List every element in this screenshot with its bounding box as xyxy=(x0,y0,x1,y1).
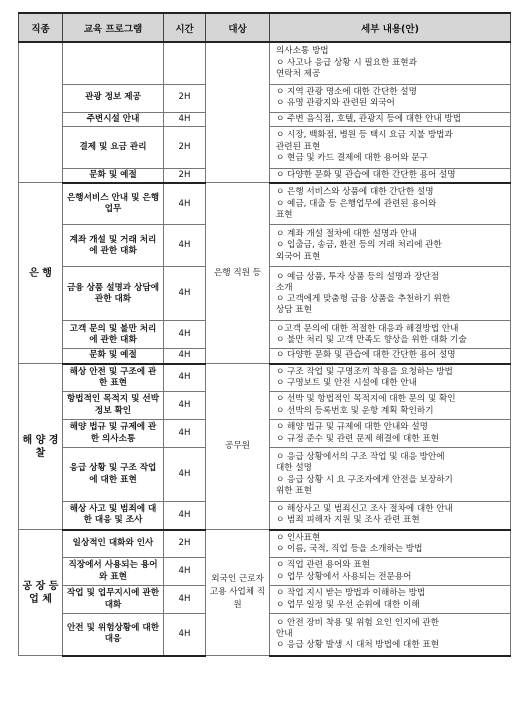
detail-line: ㅇ 해양 법규 및 규제에 대한 안내와 설명 xyxy=(276,422,428,433)
details-cell xyxy=(270,225,511,267)
details-cell xyxy=(270,420,511,448)
details-cell xyxy=(270,586,511,614)
program-cell: 해상 사고 및 범죄에 대한 대응 및 조사 xyxy=(63,502,164,530)
detail-line: ㅇ 선박 및 항법적인 목적지에 대한 문의 및 확인 xyxy=(276,394,456,405)
hours-cell: 4H xyxy=(164,364,206,392)
detail-line: ㅇ 현금 및 카드 결제에 대한 용어와 문구 xyxy=(276,152,428,163)
details-cell xyxy=(270,126,511,168)
hours-cell: 4H xyxy=(164,112,206,126)
details-cell xyxy=(270,168,511,183)
detail-line: 대한 설명 xyxy=(276,463,312,474)
hours-cell: 4H xyxy=(164,558,206,586)
program-cell: 문화 및 예절 xyxy=(63,349,164,364)
detail-line: ㅇ 불만 처리 및 고객 만족도 향상을 위한 대화 기술 xyxy=(276,334,467,345)
detail-line: ㅇ 업무 일정 및 우선 순위에 대한 이해 xyxy=(276,599,420,610)
detail-line: ㅇ 응급 상황 시 요 구조자에게 안전을 보장하기 xyxy=(276,474,453,485)
details-cell xyxy=(270,502,511,530)
hours-cell: 4H xyxy=(164,183,206,225)
detail-line: ㅇ 인사표현 xyxy=(276,532,321,543)
detail-line: 소개 xyxy=(276,282,293,293)
program-cell: 관광 정보 제공 xyxy=(63,84,164,112)
detail-line: 의사소통 방법 xyxy=(276,46,329,57)
hours-cell: 2H xyxy=(164,530,206,558)
detail-line: ㅇ 업무 상황에서 사용되는 전문용어 xyxy=(276,571,412,582)
detail-line: ㅇ 주변 음식점, 호텔, 관광지 등에 대한 안내 방법 xyxy=(276,113,462,124)
detail-line: ㅇ 안전 장비 착용 및 위험 요인 인지에 관한 xyxy=(276,617,439,628)
detail-line: 상담 표현 xyxy=(276,305,312,316)
hours-cell: 4H xyxy=(164,502,206,530)
details-cell xyxy=(270,321,511,349)
detail-line: ㅇ 고객에게 맞춤형 금융 상품을 추천하기 위한 xyxy=(276,293,451,304)
detail-line: ㅇ 구조 작업 및 구명조끼 착용을 요청하는 방법 xyxy=(276,366,453,377)
detail-line: 연락처 제공 xyxy=(276,68,321,79)
detail-line: ㅇ 예금, 대출 등 은행업무에 관련된 용어와 xyxy=(276,198,437,209)
hours-cell: 4H xyxy=(164,420,206,448)
header-details: 세부 내용(안) xyxy=(270,13,511,42)
program-cell: 은행서비스 안내 및 은행 업무 xyxy=(63,183,164,225)
detail-line: ㅇ 은행 서비스와 상품에 대한 간단한 설명 xyxy=(276,187,434,198)
header-target: 대상 xyxy=(206,13,270,42)
detail-line: ㅇ 계좌 개설 절차에 대한 설명과 안내 xyxy=(276,229,417,240)
job-category-cell xyxy=(19,42,63,183)
detail-line: ㅇ 이름, 국적, 직업 등을 소개하는 방법 xyxy=(276,543,423,554)
hours-cell: 4H xyxy=(164,321,206,349)
table-row xyxy=(19,183,511,225)
detail-line: ㅇ 입출금, 송금, 환전 등의 거래 처리에 관한 xyxy=(276,240,442,251)
program-cell: 고객 문의 및 불만 처리에 관한 대화 xyxy=(63,321,164,349)
table-row xyxy=(19,42,511,84)
header-program: 교육 프로그램 xyxy=(63,13,164,42)
target-audience-cell: 외국인 근로자 고용 사업체 직원 xyxy=(206,530,270,656)
program-cell xyxy=(63,42,164,84)
job-category-cell: 공 장 등 업 체 xyxy=(19,530,63,656)
program-cell: 계좌 개설 및 거래 처리에 관한 대화 xyxy=(63,225,164,267)
program-cell: 금융 상품 설명과 상담에 관한 대화 xyxy=(63,267,164,321)
detail-line: 표현 xyxy=(276,209,293,220)
hours-cell: 4H xyxy=(164,586,206,614)
detail-line: ㅇ 다양한 문화 및 관습에 대한 간단한 용어 설명 xyxy=(276,169,456,180)
header-job: 직종 xyxy=(19,13,63,42)
details-cell xyxy=(270,364,511,392)
program-cell: 작업 및 업무지시에 관한 대화 xyxy=(63,586,164,614)
program-cell: 해양 법규 및 규제에 관한 의사소통 xyxy=(63,420,164,448)
hours-cell: 4H xyxy=(164,392,206,420)
hours-cell: 2H xyxy=(164,168,206,183)
details-cell xyxy=(270,614,511,656)
program-cell: 해상 안전 및 구조에 관한 표현 xyxy=(63,364,164,392)
detail-line: ㅇ 해상사고 및 범죄신고 조사 절차에 대한 안내 xyxy=(276,504,453,515)
detail-line: 관련된 표현 xyxy=(276,141,321,152)
details-cell xyxy=(270,530,511,558)
hours-cell: 4H xyxy=(164,349,206,364)
detail-line: ㅇ 다양한 문화 및 관습에 대한 간단한 용어 설명 xyxy=(276,350,456,361)
header-hours: 시간 xyxy=(164,13,206,42)
detail-line: ㅇ 범죄 피해자 지원 및 조사 관련 표현 xyxy=(276,515,420,526)
detail-line: ㅇ 작업 지시 받는 방법과 이해하는 방법 xyxy=(276,588,426,599)
detail-line: ㅇ 선박의 등록번호 및 운항 계획 확인하기 xyxy=(276,405,434,416)
target-audience-cell xyxy=(206,42,270,183)
program-cell: 문화 및 예절 xyxy=(63,168,164,183)
hours-cell xyxy=(164,42,206,84)
detail-line: ㅇ 규정 준수 및 관련 문제 해결에 대한 표현 xyxy=(276,433,439,444)
program-cell: 응급 상황 및 구조 작업에 대한 표현 xyxy=(63,448,164,502)
table-row xyxy=(19,364,511,392)
program-cell: 항법적인 목적지 및 선박정보 확인 xyxy=(63,392,164,420)
detail-line: ㅇ 응급 상황 발생 시 대처 방법에 대한 표현 xyxy=(276,639,439,650)
program-cell: 직장에서 사용되는 용어와 표현 xyxy=(63,558,164,586)
details-cell xyxy=(270,84,511,112)
hours-cell: 4H xyxy=(164,614,206,656)
target-audience-cell: 공무원 xyxy=(206,364,270,530)
detail-line: ㅇ 직업 관련 용어와 표현 xyxy=(276,560,370,571)
job-category-cell: 은 행 xyxy=(19,183,63,364)
detail-line: ㅇ 지역 관광 명소에 대한 간단한 설명 xyxy=(276,86,417,97)
detail-line: 외국어 표현 xyxy=(276,251,321,262)
detail-line: ㅇ 유명 관광지와 관련된 외국어 xyxy=(276,98,395,108)
program-cell: 일상적인 대화와 인사 xyxy=(63,530,164,558)
details-cell xyxy=(270,392,511,420)
detail-line: ㅇ고객 문의에 대한 적절한 대응과 해결방법 안내 xyxy=(276,323,459,334)
job-category-cell: 해 양 경 찰 xyxy=(19,364,63,530)
details-cell xyxy=(270,558,511,586)
hours-cell: 4H xyxy=(164,225,206,267)
details-cell xyxy=(270,448,511,502)
table-row xyxy=(19,530,511,558)
details-cell xyxy=(270,183,511,225)
detail-line: ㅇ 사고나 응급 상황 시 필요한 표현과 xyxy=(276,57,417,68)
hours-cell: 2H xyxy=(164,84,206,112)
hours-cell: 4H xyxy=(164,448,206,502)
hours-cell: 4H xyxy=(164,267,206,321)
details-cell xyxy=(270,42,511,84)
details-cell xyxy=(270,112,511,126)
training-plan-table xyxy=(18,12,511,657)
detail-line: ㅇ 구명보트 및 안전 시설에 대한 안내 xyxy=(276,377,417,388)
detail-line: 위한 표현 xyxy=(276,485,312,496)
program-cell: 결제 및 요금 관리 xyxy=(63,126,164,168)
details-cell xyxy=(270,349,511,364)
header-row xyxy=(19,13,511,42)
details-cell xyxy=(270,267,511,321)
program-cell: 안전 및 위험상황에 대한 대응 xyxy=(63,614,164,656)
program-cell: 주변시설 안내 xyxy=(63,112,164,126)
hours-cell: 2H xyxy=(164,126,206,168)
detail-line: ㅇ 시장, 백화점, 병원 등 택시 요금 지불 방법과 xyxy=(276,130,453,141)
training-plan-table-wrapper xyxy=(18,12,510,657)
table-body xyxy=(19,42,511,656)
detail-line: ㅇ 응급 상황에서의 구조 작업 및 대응 방안에 xyxy=(276,452,445,463)
target-audience-cell: 은행 직원 등 xyxy=(206,183,270,364)
detail-line: ㅇ 예금 상품, 투자 상품 등의 설명과 장단점 xyxy=(276,271,439,282)
detail-line: 안내 xyxy=(276,628,293,639)
